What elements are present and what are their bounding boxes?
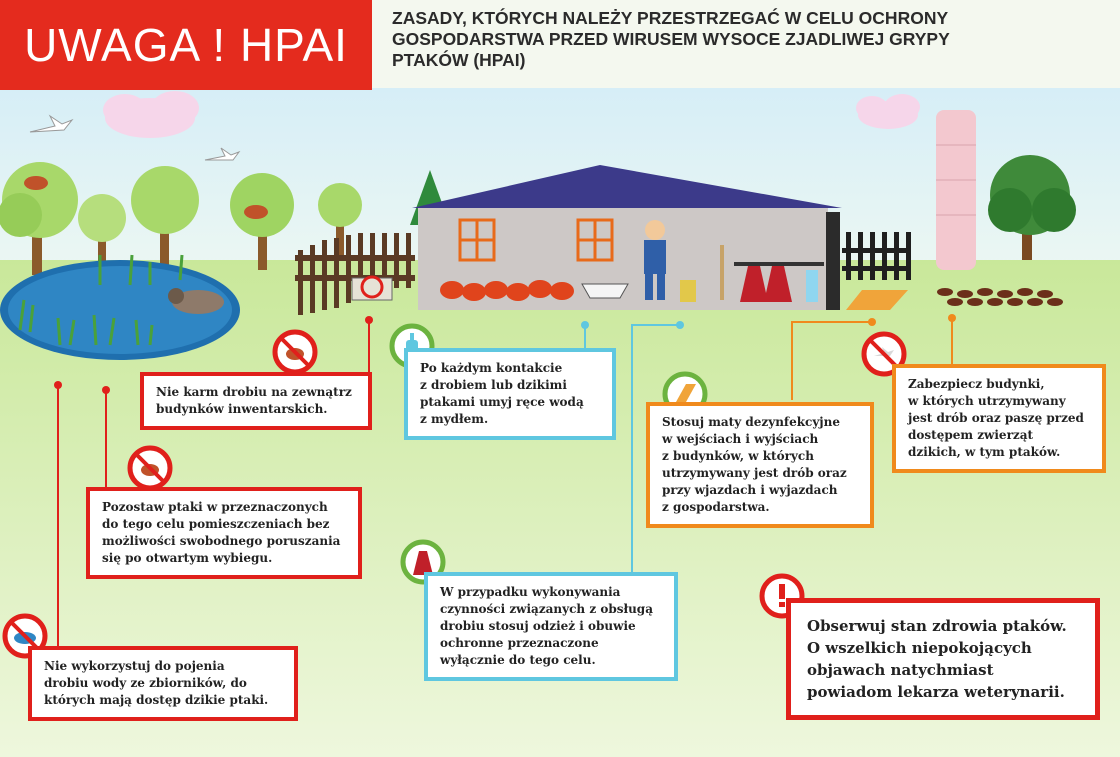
rule-line: utrzymywany jest drób oraz (662, 466, 847, 480)
page-title (392, 8, 1092, 71)
title-line: PTAKÓW (HPAI) (392, 50, 526, 70)
rule-line: do tego celu pomieszczeniach bez (102, 517, 330, 531)
rule-line: dzikich, w tym ptaków. (908, 445, 1061, 459)
rule-line: Pozostaw ptaki w przeznaczonych (102, 500, 328, 514)
rule-line: z gospodarstwa. (662, 500, 770, 514)
hpai-warning-badge: UWAGA ! HPAI (0, 0, 372, 90)
rule-line: Po każdym kontakcie (420, 361, 563, 375)
rule-line: z mydłem. (420, 412, 489, 426)
rule-line: w wejściach i wyjściach (662, 432, 819, 446)
rule-secure-buildings (892, 364, 1106, 473)
silo (936, 110, 976, 270)
title-line: GOSPODARSTWA PRZED WIRUSEM WYSOCE ZJADLIWEJ GRYPY (392, 29, 950, 49)
rule-line: z budynków, w których (662, 449, 814, 463)
rule-line: możliwości swobodnego poruszania (102, 534, 341, 548)
rule-line: Nie wykorzystuj do pojenia (44, 659, 225, 673)
rule-no-outdoor-feeding (140, 372, 372, 430)
rule-protective-clothing (424, 572, 678, 681)
feeder (352, 277, 392, 300)
rule-line: w których utrzymywany (908, 394, 1066, 408)
rule-line: budynków inwentarskich. (156, 402, 328, 416)
rule-line: drobiu stosuj odzież i obuwie (440, 619, 636, 633)
no-free-range-icon (130, 448, 170, 488)
rule-line: ptakami umyj ręce wodą (420, 395, 584, 409)
rule-line: Nie karm drobiu na zewnątrz (156, 385, 352, 399)
rule-line: O wszelkich niepokojących (807, 639, 1032, 657)
rule-keep-birds-inside (86, 487, 362, 579)
rule-no-wild-water (28, 646, 298, 721)
rule-wash-hands (404, 348, 616, 440)
rule-line: ochronne przeznaczone (440, 636, 599, 650)
cloud (856, 94, 920, 129)
pond (0, 260, 240, 360)
rule-line: jest drób oraz paszę przed (908, 411, 1084, 425)
rule-line: czynności związanych z obsługą (440, 602, 653, 616)
rule-line: z drobiem lub dzikimi (420, 378, 567, 392)
title-line: ZASADY, KTÓRYCH NALEŻY PRZESTRZEGAĆ W CELU OCHRONY (392, 8, 949, 28)
rule-observe-health (786, 598, 1100, 720)
rule-line: drobiu wody ze zbiorników, do (44, 676, 247, 690)
rule-line: dostępem zwierząt (908, 428, 1034, 442)
no-feeding-icon (275, 332, 315, 372)
rule-line: których mają dostęp dzikie ptaki. (44, 693, 269, 707)
rule-line: Zabezpiecz budynki, (908, 377, 1045, 391)
rule-disinfection-mats (646, 402, 874, 528)
rule-line: Stosuj maty dezynfekcyjne (662, 415, 841, 429)
rule-line: objawach natychmiast (807, 661, 994, 679)
rule-line: się po otwartym wybiegu. (102, 551, 273, 565)
rule-line: powiadom lekarza weterynarii. (807, 683, 1065, 701)
rule-line: Obserwuj stan zdrowia ptaków. (807, 617, 1067, 635)
rule-line: W przypadku wykonywania (440, 585, 621, 599)
rule-line: przy wjazdach i wyjazdach (662, 483, 838, 497)
rule-line: wyłącznie do tego celu. (440, 653, 596, 667)
